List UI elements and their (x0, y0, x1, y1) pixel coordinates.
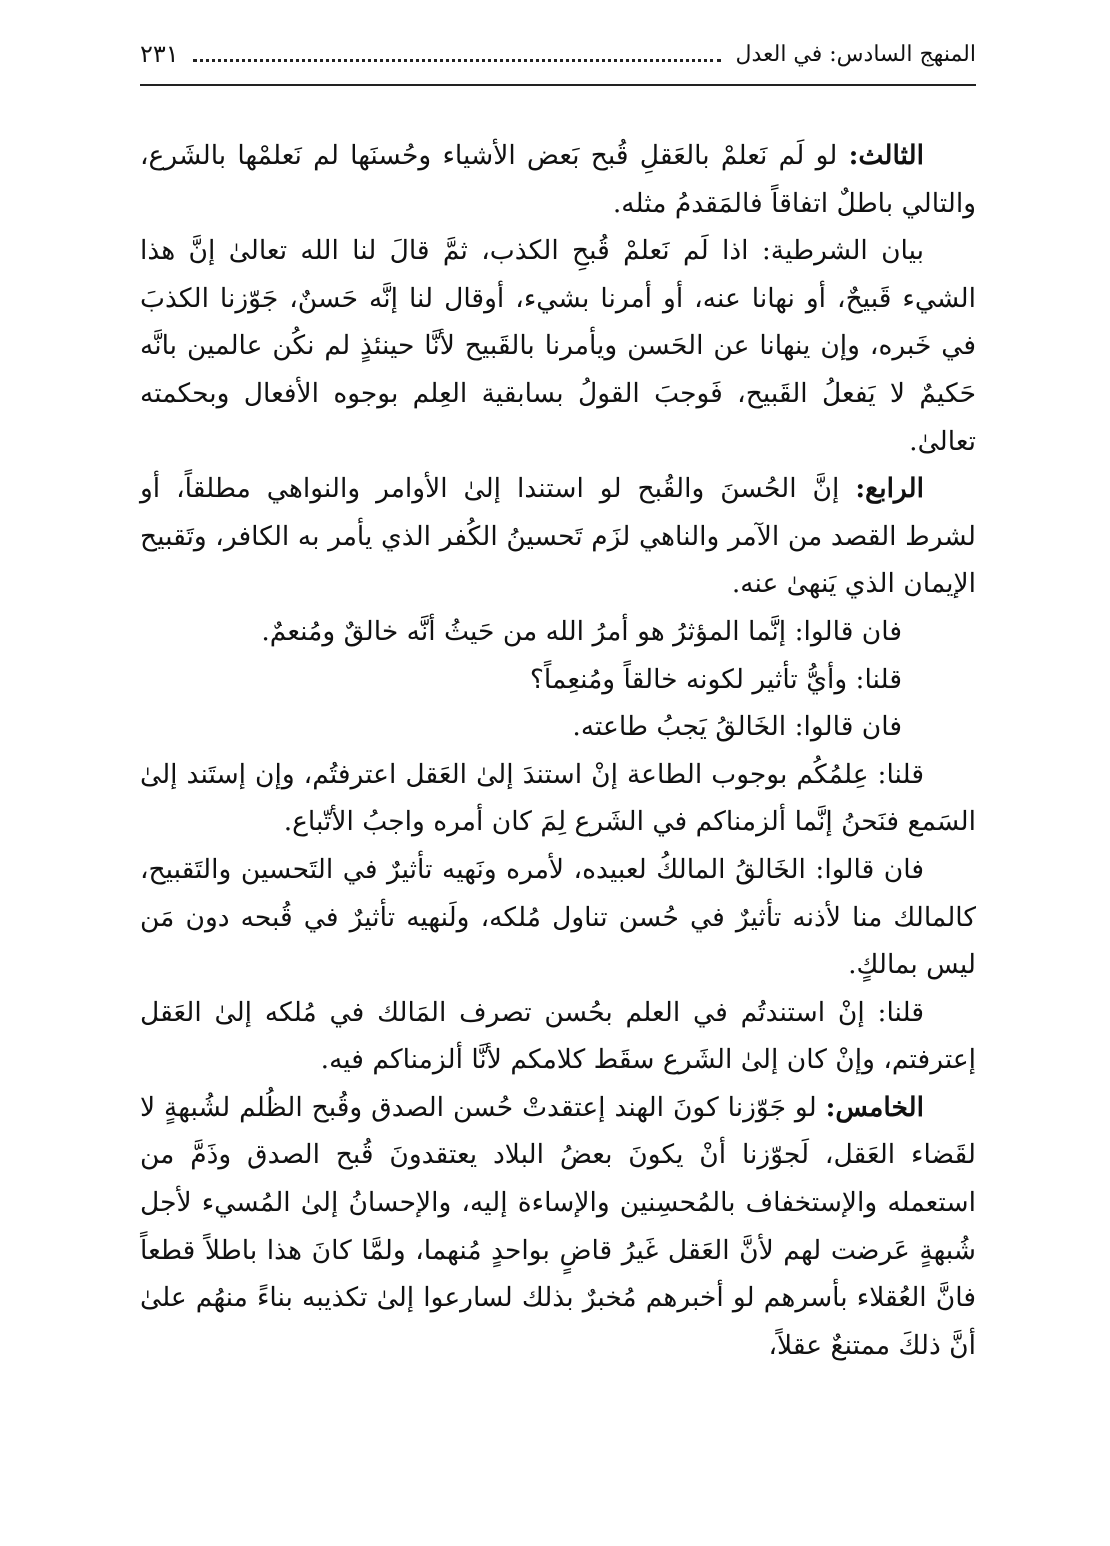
chapter-title: المنهج السادس: في العدل (735, 41, 976, 67)
paragraph (140, 132, 976, 227)
paragraph-text: إنَّ الحُسنَ والقُبح لو استندا إلىٰ الأوامر والنواهي مطلقاً، أو لشرط القصد من الآمر والناهي لزَم تَحسينُ الكُفر الذي يأمر به الكافر، وتَقبيح الإيمان الذي يَنهىٰ عنه. (140, 473, 976, 600)
paragraph-text: لو جَوّزنا كونَ الهند إعتقدتْ حُسن الصدق وقُبح الظُلم لشُبهةٍ لا لقَضاء العَقل، لَجوّزنا أنْ يكونَ بعضُ البلاد يعتقدونَ قُبح الصدق وذَمَّ من استعمله والإستخفاف بالمُحسِنين والإساءة إليه، والإحسانُ إلىٰ المُسيء لأجل شُبهةٍ عَرضت لهم لأنَّ العَقل غَيرُ قاضٍ بواحدٍ مُنهما، ولمَّا كانَ هذا باطلاً قطعاً فانَّ العُقلاء بأسرهم لو أخبرهم مُخبرٌ بذلك لسارعوا إلىٰ تكذيبه بناءً منهُم علىٰ أنَّ ذلكَ ممتنعٌ عقلاً، (140, 1091, 976, 1361)
dialogue-line (140, 703, 976, 751)
paragraph (140, 751, 976, 846)
paragraph-text: قلنا: إنْ استندتُم في العلم بحُسن تصرف المَالك في مُلكه إلىٰ العَقل إعترفتم، وإنْ كان إلىٰ الشَرع سقَط كلامكم لأنَّا ألزمناكم فيه. (140, 996, 976, 1076)
paragraph-text: بيان الشرطية: اذا لَم نَعلمْ قُبحِ الكذب، ثمَّ قالَ لنا الله تعالىٰ إنَّ هذا الشيء قَبيحٌ، أو نهانا عنه، أو أمرنا بشيء، أوقال لنا إنَّه حَسنٌ، جَوّزنا الكذبَ في خَبره، وإن ينهانا عن الحَسن ويأمرنا بالقَبيح لأنَّا حينئذٍ لم نكُن عالمين بانَّه حَكيمٌ لا يَفعلُ القَبيح، فَوجبَ القولُ بسابقية العِلم بوجوه الأفعال وبحكمته تعالىٰ. (140, 235, 976, 457)
page-body (140, 132, 976, 1369)
paragraph (140, 1084, 976, 1370)
page-number: ٢٣١ (140, 40, 179, 68)
paragraph-lead: الخامس: (825, 1091, 924, 1123)
paragraph-text: فان قالوا: إنَّما المؤثرُ هو أمرُ الله من حَيثُ أنَّه خالقٌ ومُنعمٌ. (261, 615, 902, 647)
paragraph-lead: الرابع: (855, 473, 924, 505)
dialogue-line (140, 608, 976, 656)
paragraph (140, 846, 976, 989)
paragraph-text: قلنا: عِلمُكُم بوجوب الطاعة إنْ استندَ إلىٰ العَقل اعترفتُم، وإن إستَند إلىٰ السَمع فنَحنُ إنَّما ألزمناكم في الشَرع لِمَ كان أمره واجبُ الأتّباع. (140, 758, 976, 838)
running-header (140, 34, 976, 74)
dialogue-line (140, 656, 976, 704)
paragraph (140, 227, 976, 465)
paragraph (140, 989, 976, 1084)
paragraph-text: فان قالوا: الخَالقُ يَجبُ طاعته. (572, 711, 902, 743)
paragraph (140, 465, 976, 608)
header-rule (140, 84, 976, 86)
paragraph-lead: الثالث: (848, 140, 924, 171)
header-dot-leader (193, 59, 722, 62)
paragraph-text: لو لَم نَعلمْ بالعَقلِ قُبح بَعض الأشياء وحُسنَها لم نَعلمْها بالشَرع، والتالي باطلٌ اتفاقاً فالمَقدمُ مثله. (140, 140, 976, 219)
paragraph-text: قلنا: وأيُّ تأثير لكونه خالقاً ومُنعِماً؟ (529, 663, 902, 695)
paragraph-text: فان قالوا: الخَالقُ المالكُ لعبيده، لأمره ونَهيه تأثيرٌ في التَحسين والتَقبيح، كالمالك منا لأذنه تأثيرٌ في حُسن تناول مُلكه، ولَنهيه تأثيرٌ في قُبحه دون مَن ليس بمالكٍ. (140, 853, 976, 981)
